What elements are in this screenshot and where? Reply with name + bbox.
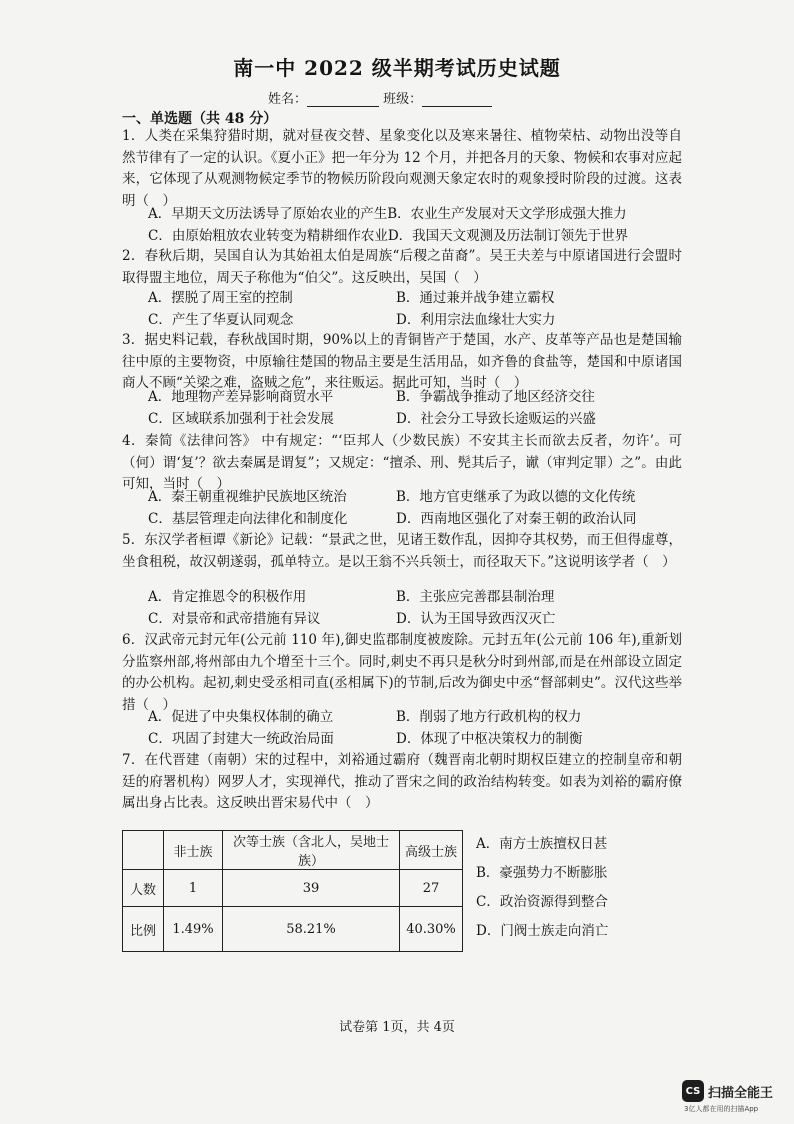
option-a: A．肯定推恩令的积极作用 — [148, 589, 307, 605]
question-7-stem: 7．在代晋建（南朝）宋的过程中，刘裕通过霸府（魏晋南北朝时期权臣建立的控制皇帝和朝廷的府署机构）网罗人才，实现禅代，推动了晋宋之间的政治结构转变。如表为刘裕的霸府僚属出身占比表。这反映出晋宋易代中（ ） — [122, 752, 682, 811]
option-d: D．体现了中枢决策权力的制衡 — [396, 730, 583, 747]
table-header-cell: 次等士族（含北人，吴地士族） — [223, 831, 400, 870]
option-a: A．促进了中央集权体制的确立 — [148, 709, 334, 725]
student-info-line — [268, 88, 492, 107]
table-cell: 40.30% — [400, 907, 463, 952]
question-6-options — [148, 707, 678, 750]
name-blank — [307, 92, 379, 107]
option-d: D．社会分工导致长途贩运的兴盛 — [396, 410, 596, 427]
class-blank — [422, 92, 492, 107]
table-cell: 人数 — [123, 870, 164, 907]
option-c: C．区域联系加强利于社会发展 — [148, 410, 334, 427]
option-d: D．门阀士族走向消亡 — [476, 923, 609, 939]
option-b: B．主张应完善郡县制治理 — [396, 589, 555, 605]
question-6-stem: 6．汉武帝元封元年(公元前 110 年),御史监郡制度被废除。元封五年(公元前 106 年),重新划分监察州部,将州部由九个增至十三个。同时,刺史不再只是秋分时到州部,而是在州部设立固定的办公机构。起初,刺史受丞相司直(丞相属下)的节制,后改为御史中丞“督部刺史”。汉代这些举措（ ） — [122, 632, 682, 713]
option-b: B．农业生产发展对天文学形成强大推力 — [387, 206, 627, 222]
option-d: D．西南地区强化了对秦王朝的政治认同 — [396, 510, 637, 527]
name-label: 姓名： — [268, 92, 308, 107]
option-d: D．我国天文观测及历法制订领先于世界 — [387, 227, 629, 244]
option-a: A．秦王朝重视维护民族地区统治 — [148, 489, 347, 505]
table-cell: 1 — [164, 870, 223, 907]
table-header-cell: 高级士族 — [400, 831, 463, 870]
option-c: C．产生了华夏认同观念 — [148, 311, 294, 328]
question-7-options — [476, 830, 608, 946]
section-title: 一、单选题（共 48 分） — [122, 111, 278, 127]
exam-title: 南一中 2022 级半期考试历史试题 — [233, 56, 561, 80]
option-b: B．争霸战争推动了地区经济交往 — [396, 389, 595, 405]
option-c: C．巩固了封建大一统政治局面 — [148, 730, 334, 747]
option-c: C．政治资源得到整合 — [476, 894, 608, 910]
question-3-stem: 3．据史料记载，春秋战国时期，90%以上的青铜皆产于楚国，水产、皮革等产品也是楚国输往中原的主要物资，中原输往楚国的物品主要是生活用品，如齐鲁的食盐等，楚国和中原诸国商人不顾“关梁之难，盗贼之危”，来往贩运。据此可知，当时（ ） — [122, 332, 682, 391]
table-header-row — [123, 831, 463, 870]
question-3-options — [148, 387, 678, 430]
option-c: C．由原始粗放农业转变为精耕细作农业 — [148, 227, 388, 244]
option-a: A．南方士族擅权日甚 — [476, 836, 608, 852]
option-d: D．利用宗法血缘壮大实力 — [396, 311, 556, 328]
option-a: A．摆脱了周王室的控制 — [148, 290, 293, 306]
scanner-tagline: 3亿人都在用的扫描App — [684, 1105, 759, 1113]
table-row — [123, 907, 463, 952]
option-c: C．对景帝和武帝措施有异议 — [148, 610, 321, 627]
table-cell: 1.49% — [164, 907, 223, 952]
scanner-watermark — [682, 1080, 773, 1102]
option-b: B．豪强势力不断膨胀 — [476, 865, 608, 881]
camscanner-logo-icon: CS — [682, 1080, 704, 1102]
question-2-options — [148, 288, 678, 331]
scanner-app-name: 扫描全能王 — [708, 1085, 774, 1101]
option-b: B．地方官吏继承了为政以德的文化传统 — [396, 489, 636, 505]
table-row — [123, 870, 463, 907]
question-5-stem: 5．东汉学者桓谭《新论》记载：“景武之世，见诸王数作乱，因抑夺其权势，而王但得虚尊，坐食租税，故汉朝遂弱，孤单特立。是以王翁不兴兵领士，而径取天下。”这说明该学者（ ） — [122, 532, 682, 570]
table-cell: 58.21% — [223, 907, 400, 952]
question-4-options — [148, 487, 678, 530]
table-cell: 27 — [400, 870, 463, 907]
table-cell: 比例 — [123, 907, 164, 952]
option-a: A．早期天文历法诱导了原始农业的产生 — [148, 206, 388, 222]
table-header-cell: 非士族 — [164, 831, 223, 870]
page-footer: 试卷第 1页，共 4页 — [339, 1020, 455, 1035]
option-d: D．认为王国导致西汉灭亡 — [396, 610, 556, 627]
table-cell — [123, 831, 164, 870]
option-b: B．削弱了地方行政机构的权力 — [396, 709, 582, 725]
question-5-options — [148, 587, 678, 630]
option-a: A．地理物产差异影响商贸水平 — [148, 389, 334, 405]
question-7-table — [122, 830, 463, 952]
question-1-stem: 1．人类在采集狩猎时期，就对昼夜交替、星象变化以及寒来暑往、植物荣枯、动物出没等自然节律有了一定的认识。《夏小正》把一年分为 12 个月，并把各月的天象、物候和农事对应起来，它体现了从观测物候定季节的物候历阶段向观测天象定农时的观象授时阶段的过渡。这表明（ ） — [122, 128, 682, 209]
option-b: B．通过兼并战争建立霸权 — [396, 290, 555, 306]
class-label: 班级： — [383, 92, 423, 107]
question-1-options — [148, 204, 678, 247]
question-2-stem: 2．春秋后期，吴国自认为其始祖太伯是周族“后稷之苗裔”。吴王夫差与中原诸国进行会盟时取得盟主地位，周天子称他为“伯父”。这反映出，吴国（ ） — [122, 248, 682, 286]
question-4-stem: 4．秦简《法律问答》 中有规定：“‘臣邦人（少数民族）不安其主长而欲去反者，勿许’。可（何）谓‘复’？欲去秦属是谓复”；又规定：“擅杀、刑、髡其后子，谳（审判定罪）之”。由此可知，当时（ ） — [122, 433, 682, 492]
table-cell: 39 — [223, 870, 400, 907]
option-c: C．基层管理走向法律化和制度化 — [148, 510, 348, 527]
